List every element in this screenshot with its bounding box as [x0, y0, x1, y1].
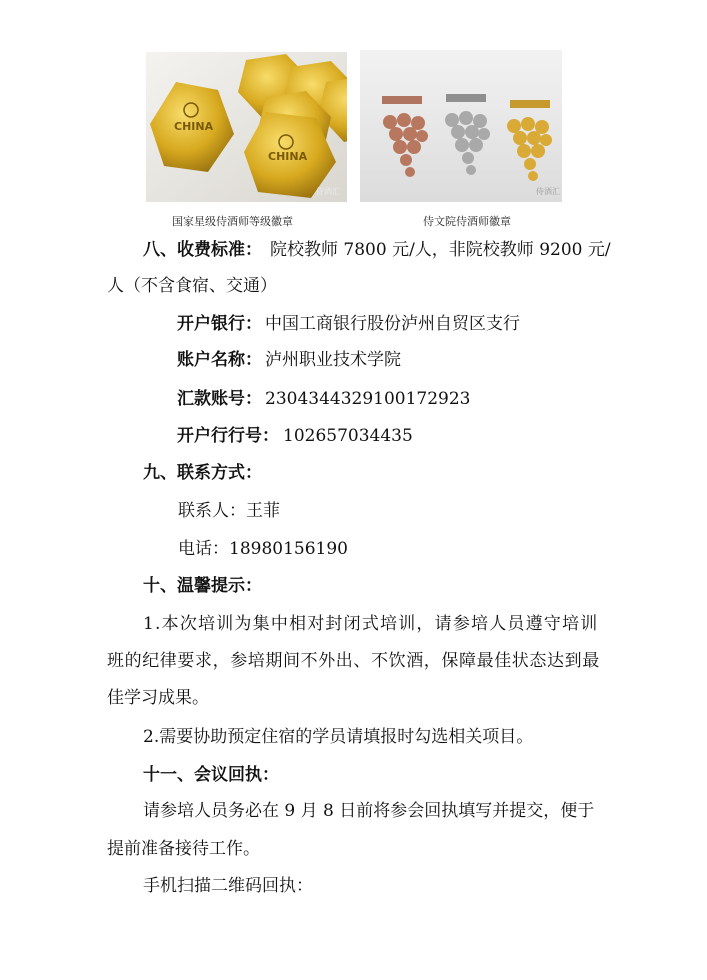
svg-text:CHINA: CHINA [174, 120, 214, 133]
fee-heading: 八、收费标准： [143, 240, 262, 260]
bank-value: 中国工商银行股份泸州自贸区支行 [265, 314, 520, 334]
bank-label: 开户银行： [177, 314, 262, 334]
watermark-text: 侍酒汇 [316, 187, 340, 196]
tips-heading: 十、温馨提示： [143, 576, 262, 596]
fee-text-line2: 人（不含食宿、交通） [107, 276, 277, 296]
watermark-text: 侍酒汇 [536, 187, 560, 196]
account-number-value: 2304344329100172923 [265, 389, 471, 409]
fee-text-line1: 院校教师 7800 元/人，非院校教师 9200 元/ [270, 240, 611, 260]
svg-text:CHINA: CHINA [268, 150, 308, 163]
account-name-value: 泸州职业技术学院 [265, 350, 401, 370]
contact-heading: 九、联系方式： [143, 463, 262, 483]
caption-grape-badges: 侍文院侍酒师徽章 [423, 215, 511, 228]
grape-badges-photo [360, 50, 562, 202]
bank-code-label: 开户行行号： [177, 426, 279, 446]
tips-p1-line1: 1.本次培训为集中相对封闭式培训，请参培人员遵守培训 [143, 614, 599, 634]
account-number-label: 汇款账号： [177, 389, 262, 409]
contact-phone: 电话：18980156190 [178, 539, 348, 559]
tips-p2: 2.需要协助预定住宿的学员请填报时勾选相关项目。 [143, 727, 534, 747]
account-name-label: 账户名称： [177, 350, 262, 370]
receipt-heading: 十一、会议回执： [143, 765, 279, 785]
bank-code-value: 102657034435 [283, 426, 413, 446]
caption-gold-badges: 国家星级侍酒师等级徽章 [172, 215, 293, 228]
gold-badges-image [146, 52, 347, 202]
gold-badges-photo [146, 52, 347, 202]
tips-p1-line2: 班的纪律要求，参培期间不外出、不饮酒，保障最佳状态达到最 [107, 651, 600, 671]
receipt-line1: 请参培人员务必在 9 月 8 日前将参会回执填写并提交，便于 [143, 801, 595, 821]
grape-badges-image [360, 50, 562, 202]
receipt-line2: 提前准备接待工作。 [107, 839, 260, 859]
tips-p1-line3: 佳学习成果。 [107, 688, 209, 708]
contact-person: 联系人：王菲 [178, 501, 280, 521]
receipt-line3: 手机扫描二维码回执： [143, 876, 313, 896]
